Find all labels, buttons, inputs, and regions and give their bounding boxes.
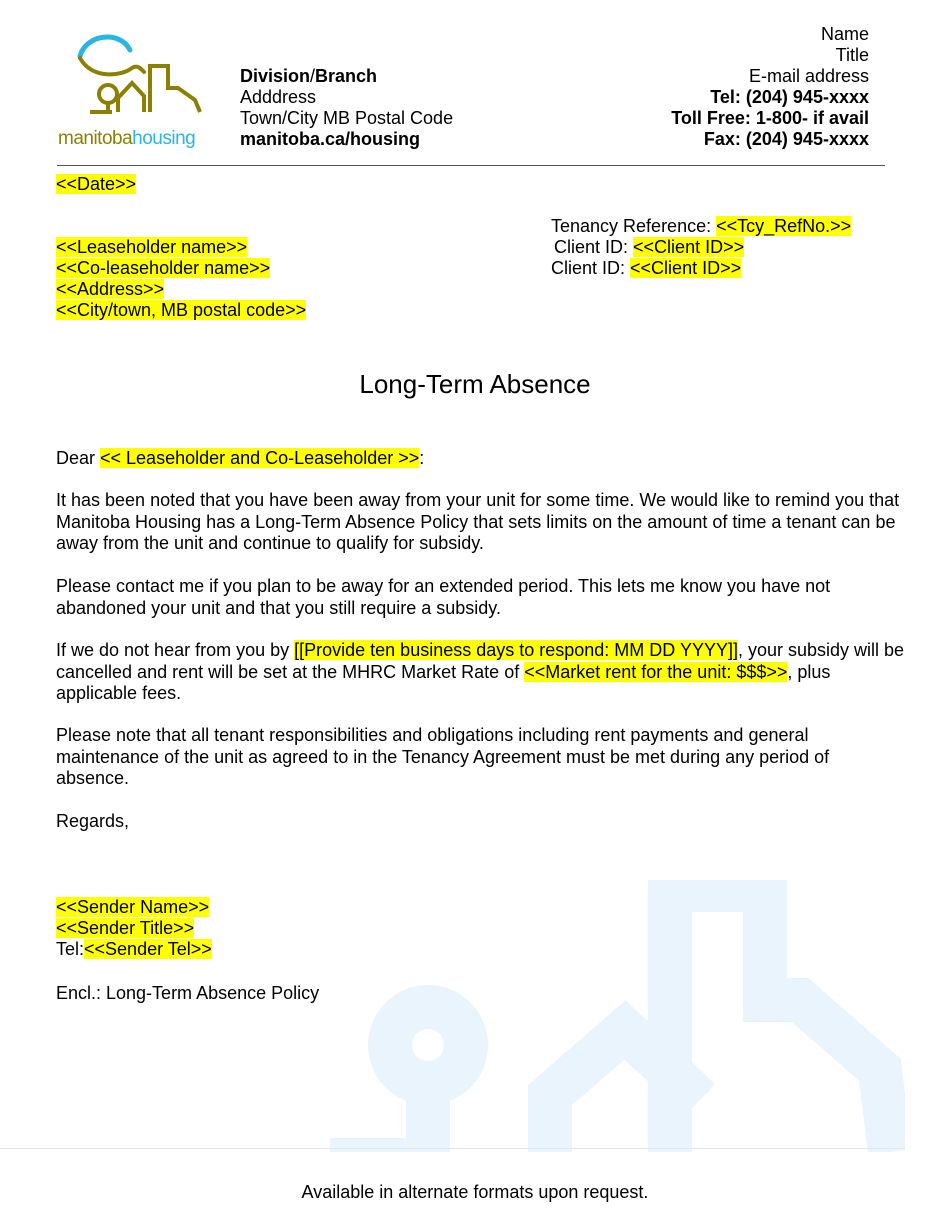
division-town: Town/City MB Postal Code xyxy=(240,108,454,128)
tenancy-reference-label: Tenancy Reference: xyxy=(551,216,717,236)
recipient-leaseholder: <<Leaseholder name>> xyxy=(56,237,248,257)
paragraph-2: Please contact me if you plan to be away for an extended period. This lets me know you have not abandoned your unit and that you still require a subsidy. xyxy=(56,576,831,618)
contact-tel: Tel: (204) 945-xxxx xyxy=(710,87,869,107)
logo-word-manitoba: manitoba xyxy=(58,128,133,149)
recipient-address: <<Address>> xyxy=(56,279,165,299)
website-link[interactable]: manitoba.ca/housing xyxy=(240,129,421,149)
sender-name: <<Sender Name>> xyxy=(56,897,210,917)
salutation-dear: Dear xyxy=(56,448,101,468)
recipient-co-leaseholder: <<Co-leaseholder name>> xyxy=(56,258,271,278)
division-address: Adddress xyxy=(240,87,317,107)
paragraph-4: Please note that all tenant responsibilities and obligations including rent payments and general maintenance of the unit as agreed to in the Tenancy Agreement must be met during any period of absence. xyxy=(56,725,830,788)
sender-title: <<Sender Title>> xyxy=(56,918,195,938)
enclosure: Encl.: Long-Term Absence Policy xyxy=(56,983,320,1003)
reference-block xyxy=(551,216,851,279)
contact-email: E-mail address xyxy=(748,66,869,86)
footer-divider xyxy=(0,1148,905,1149)
salutation xyxy=(56,448,906,470)
client-id-label: Client ID: xyxy=(551,258,631,278)
salutation-name: << Leaseholder and Co-Leaseholder >> xyxy=(100,448,420,468)
paragraph-3 xyxy=(56,640,906,705)
logo-word-housing: housing xyxy=(132,128,196,149)
contact-fax: Fax: (204) 945-xxxx xyxy=(703,129,869,149)
market-rent-placeholder: <<Market rent for the unit: $$$>> xyxy=(524,661,788,682)
footer-note: Available in alternate formats upon request. xyxy=(301,1182,649,1202)
client-id-label: Client ID: xyxy=(554,237,634,257)
signature-block xyxy=(56,897,212,960)
paragraph-3-part-a: If we do not hear from you by xyxy=(56,640,295,660)
paragraph-3-part-b: , your subsidy will be cancelled and rent will be set at the MHRC Market Rate of xyxy=(56,640,905,682)
client-id-value: <<Client ID>> xyxy=(633,237,745,257)
letter-date: <<Date>> xyxy=(56,174,137,194)
contact-name: Name xyxy=(820,24,869,44)
watermark-logo xyxy=(330,880,905,1152)
header-divider xyxy=(57,165,885,166)
salutation-colon: : xyxy=(419,448,425,468)
division-label: Division xyxy=(240,66,311,86)
branch-label: Branch xyxy=(315,66,378,86)
contact-title: Title xyxy=(835,45,869,65)
division-block xyxy=(240,66,453,150)
response-date-placeholder: [[Provide ten business days to respond: MM DD YYYY]] xyxy=(294,640,738,660)
paragraph-1: It has been noted that you have been away from your unit for some time. We would like to remind you that Manitoba Housing has a Long-Term Absence Policy that sets limits on the amount of time a tenant can be away from the unit and continue to qualify for subsidy. xyxy=(56,490,900,553)
contact-toll-free: Toll Free: 1-800- if avail xyxy=(671,108,869,128)
division-separator: / xyxy=(310,66,316,86)
sender-tel: <<Sender Tel>> xyxy=(84,939,212,959)
recipient-block xyxy=(56,237,306,321)
letter-title: Long-Term Absence xyxy=(359,369,591,399)
closing: Regards, xyxy=(56,811,130,831)
client-id-value: <<Client ID>> xyxy=(630,258,742,278)
paragraph-3-part-c: , plus applicable fees. xyxy=(56,661,831,703)
contact-block xyxy=(671,24,869,150)
logo-wordmark xyxy=(58,128,195,150)
sender-tel-label: Tel: xyxy=(56,939,85,959)
recipient-city: <<City/town, MB postal code>> xyxy=(56,300,307,320)
tenancy-reference-value: <<Tcy_RefNo.>> xyxy=(716,216,852,236)
